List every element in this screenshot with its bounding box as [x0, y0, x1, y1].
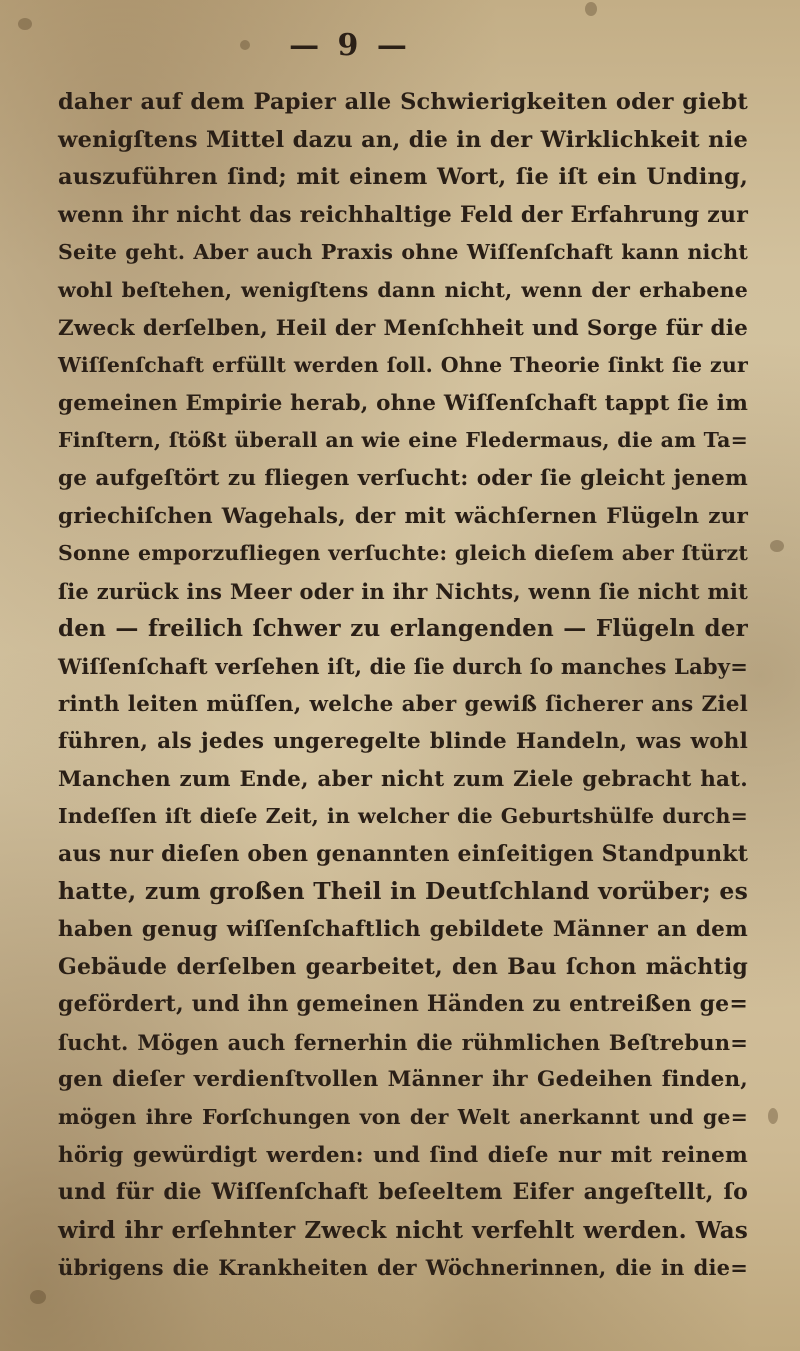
text-line: führen, als jedes ungeregelte blinde Handeln, was wohl [58, 729, 748, 755]
text-line: hörig gewürdigt werden: und ſind dieſe nur mit reinem [58, 1142, 748, 1168]
text-line: griechiſchen Wagehals, der mit wächſernen Flügeln zur [58, 503, 748, 529]
text-line: wenigſtens Mittel dazu an, die in der Wirklichkeit nie [58, 126, 748, 153]
paper-stain [30, 1290, 46, 1304]
text-line: haben genug wiſſenſchaftlich gebildete Männer an dem [58, 917, 748, 943]
text-line: Wiſſenſchaft erfüllt werden ſoll. Ohne Theorie ſinkt ſie zur [58, 353, 748, 378]
text-line: ſie zurück ins Meer oder in ihr Nichts, wenn ſie nicht mit [58, 578, 748, 604]
paper-stain [585, 2, 597, 16]
page-number: — 9 — [289, 28, 411, 63]
text-line: gemeinen Empirie herab, ohne Wiſſenſchaft tappt ſie im [58, 390, 749, 416]
text-line: hatte, zum großen Theil in Deutſchland vorüber; es [58, 877, 748, 906]
text-line: gefördert, und ihn gemeinen Händen zu entreißen ge= [58, 991, 748, 1018]
text-line: und für die Wiſſenſchaft beſeeltem Eifer angeſtellt, ſo [58, 1179, 748, 1206]
text-line: auszuführen ſind; mit einem Wort, ſie iſt ein Unding, [58, 164, 748, 191]
text-line: den — freilich ſchwer zu erlangenden — Flügeln der [58, 615, 748, 643]
text-line: rinth leiten müſſen, welche aber gewiß ſicherer ans Ziel [58, 691, 748, 717]
text-line: mögen ihre Forſchungen von der Welt anerkannt und ge= [58, 1105, 748, 1130]
text-line: aus nur dieſen oben genannten einſeitigen Standpunkt [58, 840, 749, 867]
text-line: Finſtern, ſtößt überall an wie eine Fledermaus, die am Ta= [58, 428, 748, 453]
text-line: ſucht. Mögen auch fernerhin die rühmlichen Beſtrebun= [58, 1029, 748, 1055]
paper-stain [770, 540, 784, 552]
text-line: Sonne emporzufliegen verſuchte: gleich dieſem aber ſtürzt [58, 541, 748, 566]
text-line: Seite geht. Aber auch Praxis ohne Wiſſenſchaft kann nicht [58, 240, 748, 265]
text-line: Gebäude derſelben gearbeitet, den Bau ſchon mächtig [58, 953, 748, 980]
paper-stain [768, 1108, 778, 1124]
text-line: wohl beſtehen, wenigſtens dann nicht, wenn der erhabene [58, 277, 748, 302]
text-line: Wiſſenſchaft verſehen iſt, die ſie durch ſo manches Laby= [58, 653, 748, 679]
text-line: übrigens die Krankheiten der Wöchnerinnen, die in die= [58, 1255, 748, 1281]
text-line: Zweck derſelben, Heil der Menſchheit und Sorge für die [58, 315, 748, 341]
text-line: wenn ihr nicht das reichhaltige Feld der Erfahrung zur [58, 201, 748, 228]
text-line: wird ihr erſehnter Zweck nicht verfehlt werden. Was [58, 1216, 748, 1244]
text-line: daher auf dem Papier alle Schwierigkeiten oder giebt [58, 89, 748, 115]
text-line: ge aufgeſtört zu fliegen verſucht: oder ſie gleicht jenem [58, 465, 748, 491]
text-line: Indeſſen iſt dieſe Zeit, in welcher die Geburtshülfe durch= [58, 804, 748, 829]
text-line: gen dieſer verdienſtvollen Männer ihr Gedeihen finden, [58, 1067, 748, 1093]
text-line: Manchen zum Ende, aber nicht zum Ziele gebracht hat. [58, 766, 748, 792]
body-text [58, 84, 748, 1287]
